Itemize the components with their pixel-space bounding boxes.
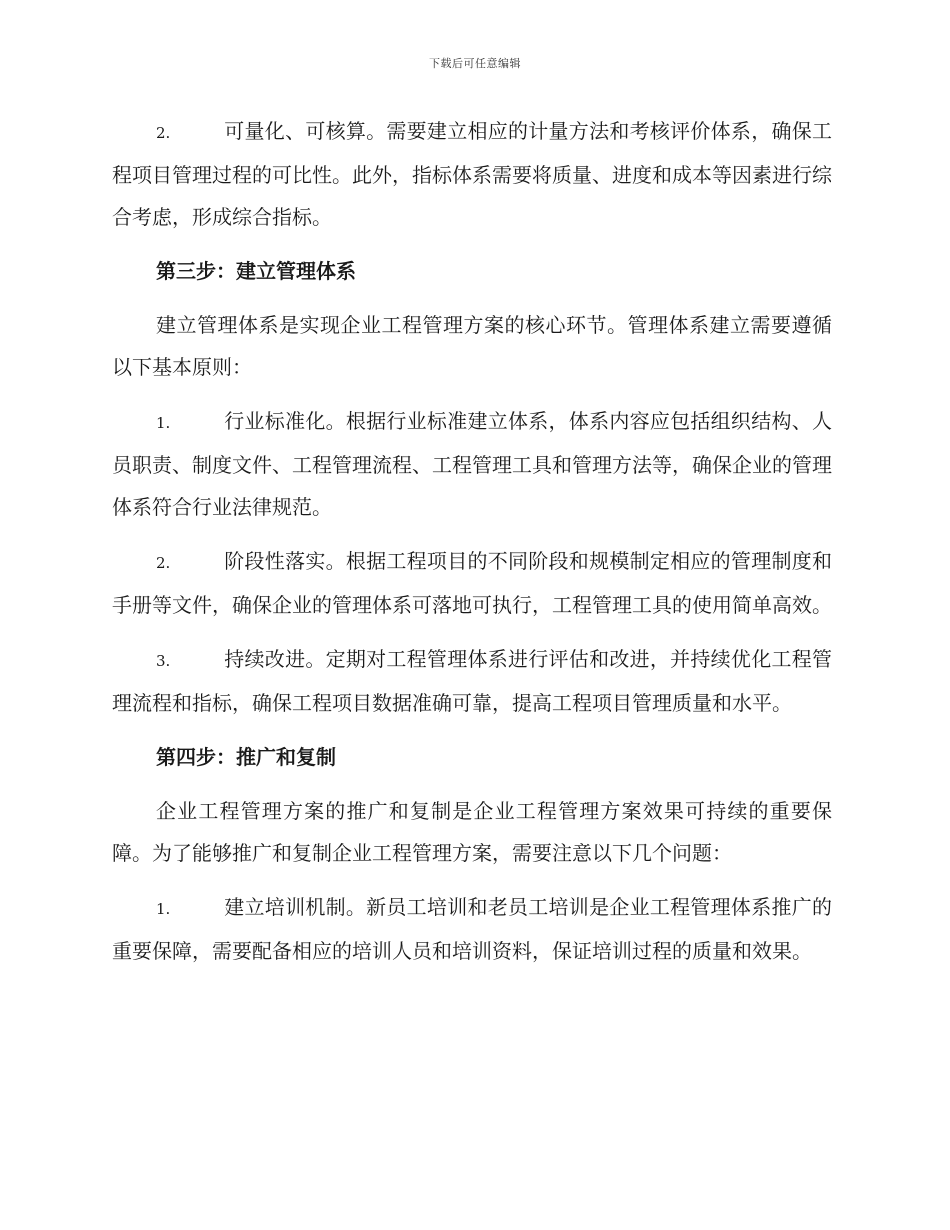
list-number: 1. [156,900,171,918]
list-number: 2. [156,554,171,572]
list-item-phased [112,540,832,626]
list-item-text: 阶段性落实。根据工程项目的不同阶段和规模制定相应的管理制度和手册等文件，确保企业的管理体系可落地可执行，工程管理工具的使用简单高效。 [112,549,832,617]
list-item-quantifiable [112,110,832,238]
section-heading-step4: 第四步：推广和复制 [156,745,336,769]
list-number: 1. [156,414,171,432]
list-item-text: 可量化、可核算。需要建立相应的计量方法和考核评价体系，确保工程项目管理过程的可比性。此外，指标体系需要将质量、进度和成本等因素进行综合考虑，形成综合指标。 [112,119,832,229]
section-heading-step3: 第三步：建立管理体系 [156,259,356,283]
list-item-text: 建立培训机制。新员工培训和老员工培训是企业工程管理体系推广的重要保障，需要配备相应的培训人员和培训资料，保证培训过程的质量和效果。 [112,895,832,963]
paragraph-step3-intro: 建立管理体系是实现企业工程管理方案的核心环节。管理体系建立需要遵循以下基本原则： [112,313,832,379]
list-item-training [112,886,832,972]
list-item-improvement [112,638,832,724]
document-body [112,110,832,984]
list-item-text: 行业标准化。根据行业标准建立体系，体系内容应包括组织结构、人员职责、制度文件、工程管理流程、工程管理工具和管理方法等，确保企业的管理体系符合行业法律规范。 [112,409,832,519]
list-number: 3. [156,652,171,670]
list-item-standardization [112,400,832,528]
paragraph-step4-intro: 企业工程管理方案的推广和复制是企业工程管理方案效果可持续的重要保障。为了能够推广和复制企业工程管理方案，需要注意以下几个问题： [112,799,832,865]
page-header: 下载后可任意编辑 [429,57,521,70]
list-item-text: 持续改进。定期对工程管理体系进行评估和改进，并持续优化工程管理流程和指标，确保工程项目数据准确可靠，提高工程项目管理质量和水平。 [112,647,832,715]
list-number: 2. [156,124,171,142]
